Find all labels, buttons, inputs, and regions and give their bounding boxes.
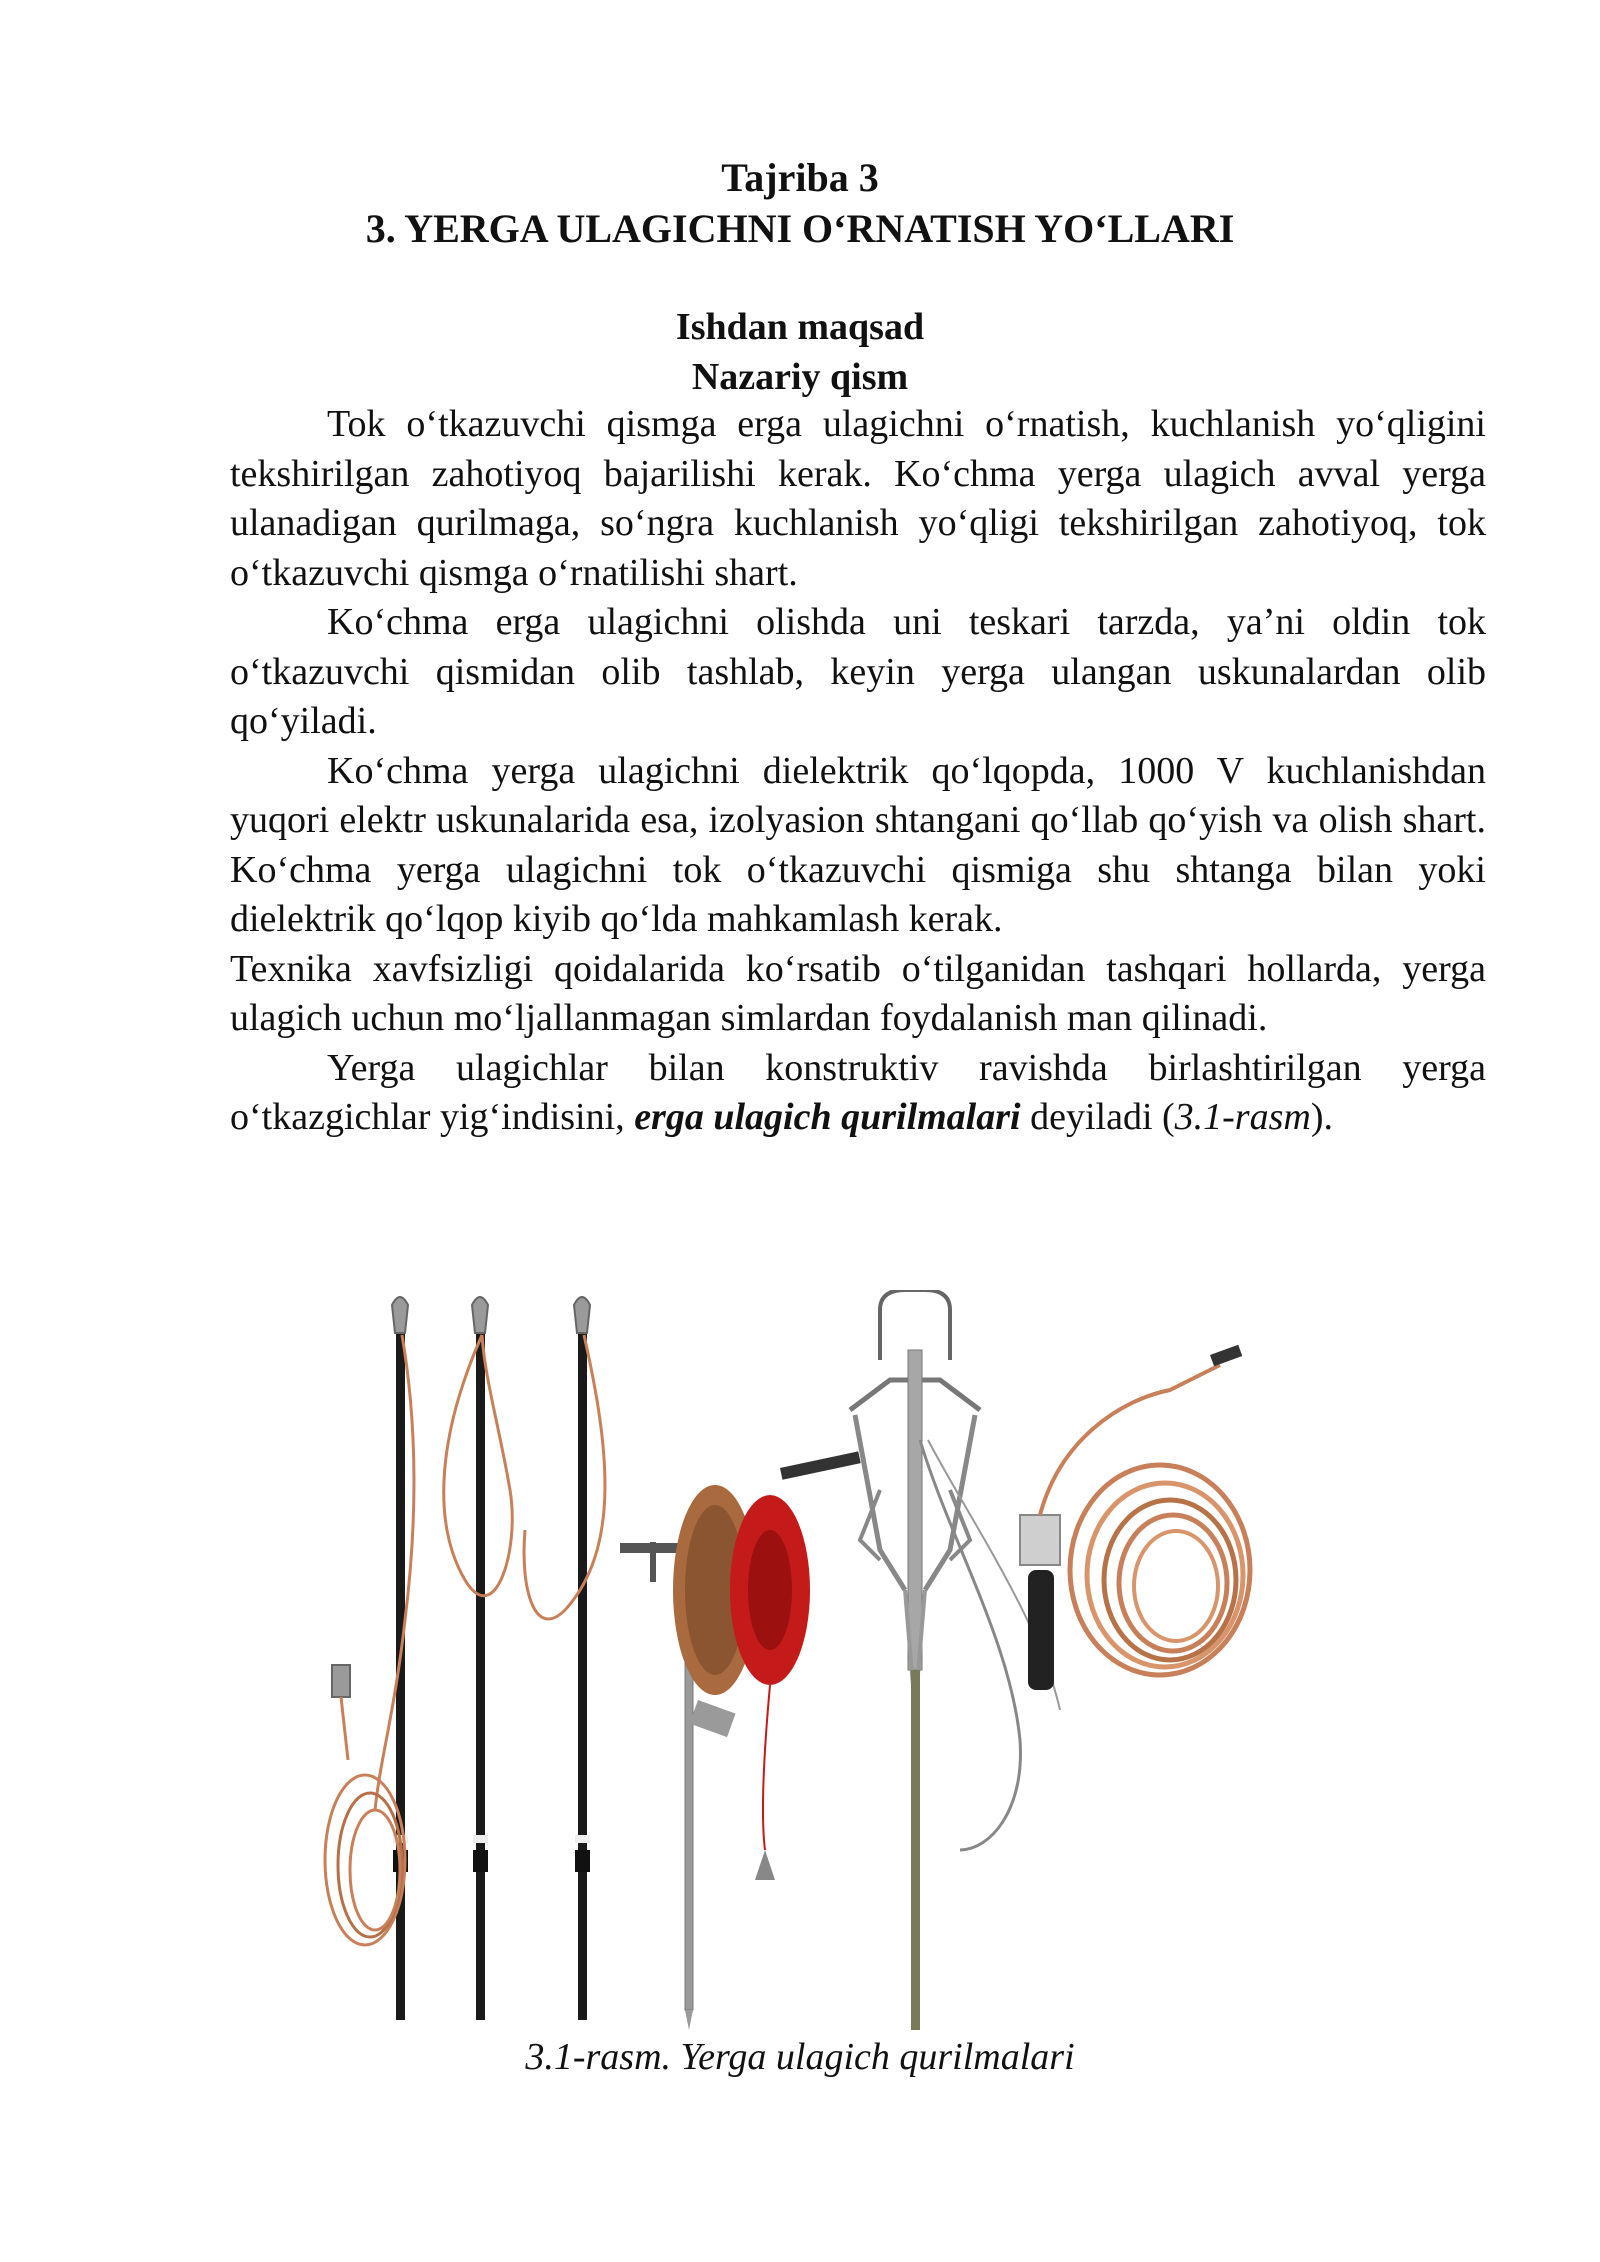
figure-reference: 3.1-rasm xyxy=(1174,1096,1311,1138)
paragraph-2: Ko‘chma erga ulagichni olishda uni teskari tarzda, ya’ni oldin tok o‘tkazuvchi qismidan olib tashlab, keyin yerga ulangan uskunalardan olib qo‘yiladi. xyxy=(230,601,1486,742)
grounding-devices-figure xyxy=(320,1290,1260,2040)
figure-caption: 3.1-rasm. Yerga ulagich qurilmalari xyxy=(525,2036,1075,2078)
paragraph-1: Tok o‘tkazuvchi qismga erga ulagichni o‘rnatish, kuchlanish yo‘qligini tekshirilgan zahotiyoq bajarilishi kerak. Ko‘chma yerga ulagich avval yerga ulanadigan qurilmaga, so‘ngra kuchlanish yo‘qligi tekshirilgan zahotiyoq, tok o‘tkazuvchi qismga o‘rnatilishi shart. xyxy=(230,403,1486,594)
cable-reel-image xyxy=(620,1451,861,2030)
paragraph-5-start: Yerga ulagichlar bilan konstruktiv ravishda birlashtirilgan yerga o‘tkazgichlar yig‘indisini, xyxy=(230,1046,1486,1138)
paragraph-5 xyxy=(230,1044,1486,1143)
experiment-label: Tajriba 3 xyxy=(721,155,879,200)
paragraph-5-end: ). xyxy=(1310,1096,1333,1138)
defined-term: erga ulagich qurilmalari xyxy=(634,1096,1021,1138)
portable-grounding-rods-image xyxy=(325,1297,605,2020)
page-title: 3. YERGA ULAGICHNI O‘RNATISH YO‘LLARI xyxy=(365,206,1235,251)
copper-wire-coil-image xyxy=(1020,1345,1250,1690)
aim-heading: Ishdan maqsad xyxy=(675,306,925,348)
body-text xyxy=(230,400,1486,1143)
paragraph-4: Texnika xavfsizligi qoidalarida ko‘rsatib o‘tilganidan tashqari hollarda, yerga ulagich uchun mo‘ljallanmagan simlardan foydalanish man qilinadi. xyxy=(230,947,1486,1039)
theory-heading: Nazariy qism xyxy=(691,356,909,398)
paragraph-5-mid: deyiladi ( xyxy=(1020,1096,1175,1138)
paragraph-3: Ko‘chma yerga ulagichni dielektrik qo‘lqopda, 1000 V kuchlanishdan yuqori elektr uskunalarida esa, izolyasion shtangani qo‘llab qo‘yish va olish shart. Ko‘chma yerga ulagichni tok o‘tkazuvchi qismiga shu shtanga bilan yoki dielektrik qo‘lqop kiyib qo‘lda mahkamlash kerak. xyxy=(230,749,1486,940)
